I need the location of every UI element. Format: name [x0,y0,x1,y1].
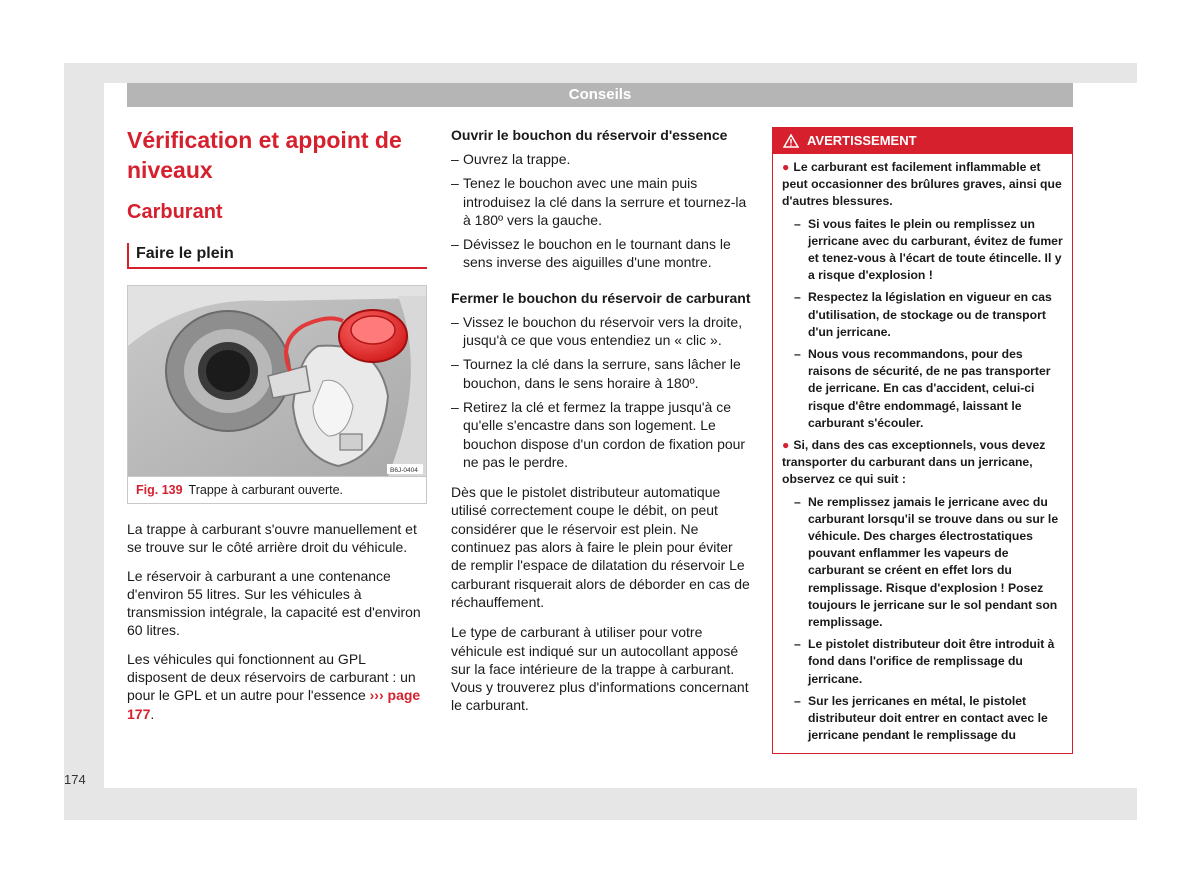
list-item: – Retirez la clé et fermez la trappe jusqu'à ce qu'elle s'encastre dans son logement. Le bouchon dispose d'un cordon de fixation pour ne pas le perdre. [451,398,751,471]
bullet-dot-icon: ● [782,160,790,174]
page-reference-link[interactable]: ››› page 177 [127,687,421,722]
chapter-header: Conseils [127,83,1073,107]
paragraph-end: . [150,705,155,722]
figure-139 [127,285,427,504]
warning-header [773,128,1072,154]
paragraph [127,650,427,723]
figure-caption-text: Trappe à carburant ouverte. [188,483,344,497]
paragraph-text: Les véhicules qui fonctionnent au GPL disposent de deux réservoirs de carburant : un pour le GPL et un autre pour l'essence [127,650,416,704]
warning-sub-item: – Le pistolet distributeur doit être introduit à fond dans l'orifice de remplissage du jerricane. [782,636,1064,688]
open-cap-heading: Ouvrir le bouchon du réservoir d'essence [451,127,728,143]
warning-box [772,127,1073,754]
warning-sub-item: – Respectez la législation en vigueur en cas d'utilisation, de stockage ou de transport d'un jerricane. [782,289,1064,341]
paragraph: La trappe à carburant s'ouvre manuellement et se trouve sur le côté arrière droit du véhicule. [127,521,417,556]
fuel-flap-illustration [128,286,426,476]
warning-triangle-icon [783,134,799,148]
bullet-dot-icon: ● [782,438,790,453]
left-column [127,125,427,723]
middle-column [451,126,751,715]
warning-body [773,154,1072,745]
paragraph: Le type de carburant à utiliser pour votre véhicule est indiqué sur un autocollant apposé sur la face intérieure de la trappe à carburant. Vous y trouverez plus d'informations concernant le carburant. [451,624,749,714]
warning-sub-item: – Ne remplissez jamais le jerricane avec du carburant lorsqu'il se trouve dans ou sur le véhicule. Des charges électrostatiques pouvant enflammer les vapeurs de carburant se créent en effet lors du remplissage. Risque d'explosion ! Posez toujours le jerricane sur le sol pendant son remplissage. [782,494,1064,632]
list-item: – Dévissez le bouchon en le tournant dans le sens inverse des aiguilles d'une montre. [451,235,751,272]
list-item: – Tenez le bouchon avec une main puis introduisez la clé dans la serrure et tournez-la à 180º vers la gauche. [451,174,751,229]
open-cap-steps [451,150,751,272]
warning-sub-item: – Si vous faites le plein ou remplissez un jerricane avec du carburant, évitez de fumer et tenez-vous à l'écart de toute étincelle. Il y a risque d'explosion ! [782,216,1064,285]
warning-bullet [782,159,1064,211]
list-item: – Vissez le bouchon du réservoir vers la droite, jusqu'à ce que vous entendiez un « clic ». [451,313,751,350]
page-number: 174 [64,772,86,787]
warning-sub-item: – Sur les jerricanes en métal, le pistolet distributeur doit entrer en contact avec le jerricane pendant le remplissage du [782,693,1064,745]
close-cap-steps [451,313,751,471]
list-item: – Tournez la clé dans la serrure, sans lâcher le bouchon, dans le sens horaire à 180º. [451,355,751,392]
warning-bullet [782,437,1064,489]
paragraph: Dès que le pistolet distributeur automatique utilisé correctement coupe le débit, on peut considérer que le réservoir est plein. Ne continuez pas alors à faire le plein pour éviter de remplir l'espace de dilatation du réservoir Le carburant risquerait alors de déborder en cas de réchauffement. [451,484,750,610]
warning-bullet-text: Si, dans des cas exceptionnels, vous devez transporter du carburant dans un jerricane, observez ce qui suit : [782,438,1046,487]
warning-title: AVERTISSEMENT [807,133,917,148]
paragraph: Le réservoir à carburant a une contenance d'environ 55 litres. Sur les véhicules à transmission intégrale, la capacité est d'environ 60 litres. [127,567,421,639]
figure-code: B6J-0404 [390,467,418,474]
warning-sub-item: – Nous vous recommandons, pour des raisons de sécurité, de ne pas transporter de jerricane. En cas d'accident, celui-ci risque d'être endommagé, laissant le carburant s'écouler. [782,346,1064,432]
warning-bullet-text: Le carburant est facilement inflammable et peut occasionner des brûlures graves, ainsi que d'autres blessures. [782,160,1062,209]
list-item: – Ouvrez la trappe. [451,150,751,168]
figure-caption [128,476,426,503]
subsection-heading: Faire le plein [127,243,427,269]
figure-label: Fig. 139 [136,483,183,497]
section-title: Carburant [127,201,223,223]
close-cap-heading: Fermer le bouchon du réservoir de carburant [451,289,751,306]
page-title: Vérification et appoint de niveaux [127,127,402,183]
